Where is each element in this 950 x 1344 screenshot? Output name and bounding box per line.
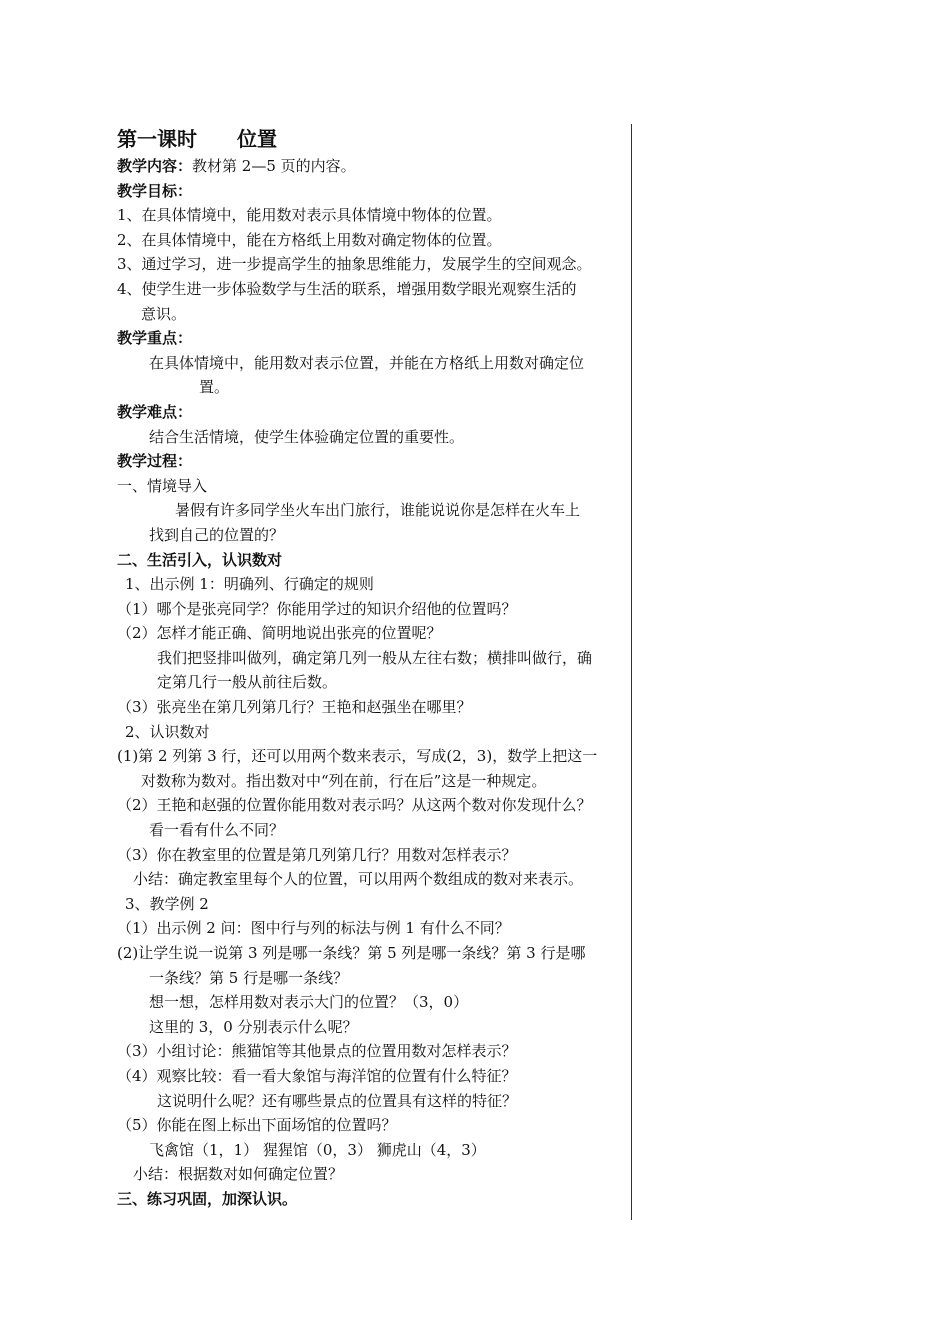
text-line	[117, 302, 633, 327]
text-line	[117, 793, 633, 818]
text-line	[117, 572, 633, 597]
section-heading	[117, 449, 633, 474]
text-line	[117, 351, 633, 376]
text-line	[117, 966, 633, 991]
lesson-topic: 位置	[237, 127, 277, 151]
line-text: （1）哪个是张亮同学？你能用学过的知识介绍他的位置吗？	[117, 599, 517, 618]
heading-label: 教学难点：	[117, 402, 193, 421]
line-text: 1、出示例 1：明确列、行确定的规则	[125, 575, 374, 594]
line-text: 这说明什么呢？还有哪些景点的位置具有这样的特征？	[157, 1091, 518, 1110]
lesson-body	[117, 154, 633, 1212]
text-line	[117, 1039, 633, 1064]
lesson-plan	[117, 124, 633, 1212]
text-line	[117, 1015, 633, 1040]
text-line	[117, 744, 633, 769]
line-text: 小结：根据数对如何确定位置？	[133, 1165, 344, 1184]
line-text: 4、使学生进一步体验数学与生活的联系，增强用数学眼光观察生活的	[117, 279, 577, 298]
line-text: （3）你在教室里的位置是第几列第几行？用数对怎样表示？	[117, 845, 517, 864]
heading-label: 三、练习巩固，加深认识。	[117, 1189, 298, 1208]
heading-label: 二、生活引入，认识数对	[117, 550, 283, 569]
section-heading	[117, 154, 633, 179]
line-text: 找到自己的位置的？	[149, 525, 285, 544]
section-heading	[117, 548, 633, 573]
line-text: 2、认识数对	[125, 722, 210, 741]
text-line	[117, 1089, 633, 1114]
text-line	[117, 670, 633, 695]
line-text: 飞禽馆（1，1） 猩猩馆（0，3） 狮虎山（4，3）	[149, 1140, 486, 1159]
text-line	[117, 228, 633, 253]
line-text: (1)第 2 列第 3 行，还可以用两个数来表示，写成(2，3)，数学上把这一	[117, 747, 598, 766]
heading-label: 教学内容：	[117, 157, 193, 175]
line-text: 结合生活情境，使学生体验确定位置的重要性。	[149, 427, 465, 446]
text-line	[117, 892, 633, 917]
line-text: 暑假有许多同学坐火车出门旅行，谁能说说你是怎样在火车上	[175, 501, 581, 520]
line-text: 3、教学例 2	[125, 894, 209, 913]
text-line	[117, 203, 633, 228]
line-text: （5）你能在图上标出下面场馆的位置吗？	[117, 1116, 397, 1135]
line-text: 1、在具体情境中，能用数对表示具体情境中物体的位置。	[117, 206, 502, 225]
line-text: 置。	[199, 378, 230, 397]
text-line	[117, 867, 633, 892]
heading-label: 教学重点：	[117, 329, 193, 348]
line-text: 在具体情境中，能用数对表示位置，并能在方格纸上用数对确定位	[149, 353, 585, 372]
line-text: 这里的 3，0 分别表示什么呢？	[149, 1017, 358, 1036]
section-heading	[117, 179, 633, 204]
heading-label: 教学过程：	[117, 452, 193, 471]
text-line	[117, 990, 633, 1015]
text-line	[117, 916, 633, 941]
line-text: 对数称为数对。指出数对中“列在前，行在后”这是一种规定。	[141, 771, 547, 790]
text-line	[117, 1113, 633, 1138]
text-line	[117, 1064, 633, 1089]
line-text: （2）王艳和赵强的位置你能用数对表示吗？从这两个数对你发现什么？	[117, 796, 592, 815]
text-line	[117, 843, 633, 868]
line-text: 我们把竖排叫做列，确定第几列一般从左往右数；横排叫做行，确	[157, 648, 593, 667]
text-line	[117, 597, 633, 622]
line-text: 3、通过学习，进一步提高学生的抽象思维能力，发展学生的空间观念。	[117, 255, 592, 274]
text-line	[117, 720, 633, 745]
text-line	[117, 1138, 633, 1163]
text-line	[117, 646, 633, 671]
line-text: 定第几行一般从前往后数。	[157, 673, 338, 692]
text-line	[117, 818, 633, 843]
text-line	[117, 523, 633, 548]
text-line	[117, 621, 633, 646]
line-text: 一条线？第 5 行是哪一条线？	[149, 968, 349, 987]
line-text: （2）怎样才能正确、简明地说出张亮的位置呢？	[117, 624, 442, 643]
page-title	[117, 124, 633, 154]
heading-label: 教学目标：	[117, 181, 193, 200]
line-text: 看一看有什么不同？	[149, 821, 285, 840]
text-line	[117, 498, 633, 523]
line-text: 一、情境导入	[117, 476, 208, 495]
section-heading	[117, 400, 633, 425]
text-line	[117, 695, 633, 720]
text-line	[117, 769, 633, 794]
section-heading	[117, 326, 633, 351]
line-text: （3）张亮坐在第几列第几行？王艳和赵强坐在哪里？	[117, 698, 472, 717]
line-text: 小结：确定教室里每个人的位置，可以用两个数组成的数对来表示。	[133, 870, 584, 889]
section-heading	[117, 1187, 633, 1212]
line-text: （4）观察比较：看一看大象馆与海洋馆的位置有什么特征？	[117, 1066, 517, 1085]
text-line	[117, 1162, 633, 1187]
line-text: (2)让学生说一说第 3 列是哪一条线？第 5 列是哪一条线？第 3 行是哪	[117, 944, 586, 962]
text-line	[117, 474, 633, 499]
line-text: 教材第 2—5 页的内容。	[192, 157, 356, 175]
line-text: （3）小组讨论：熊猫馆等其他景点的位置用数对怎样表示？	[117, 1042, 517, 1061]
line-text: 意识。	[141, 304, 187, 323]
line-text: 想一想，怎样用数对表示大门的位置？（3，0）	[149, 993, 469, 1012]
line-text: （1）出示例 2 问：图中行与列的标法与例 1 有什么不同？	[117, 919, 510, 938]
text-line	[117, 941, 633, 966]
text-line	[117, 425, 633, 450]
text-line	[117, 375, 633, 400]
line-text: 2、在具体情境中，能在方格纸上用数对确定物体的位置。	[117, 230, 502, 249]
lesson-number: 第一课时	[117, 127, 197, 151]
text-line	[117, 252, 633, 277]
text-line	[117, 277, 633, 302]
